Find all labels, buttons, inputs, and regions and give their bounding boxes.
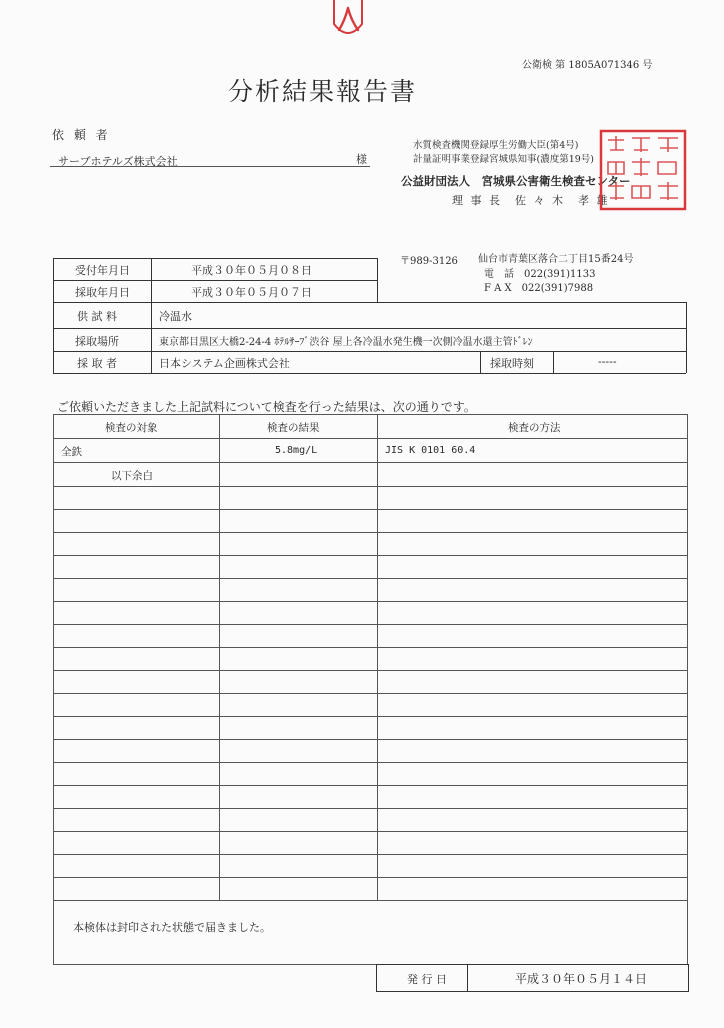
registration-line-1: 水質検査機関登録厚生労働大臣(第4号)	[413, 140, 579, 151]
sample-label: 供 試 料	[77, 310, 117, 323]
registration-line-2: 計量証明事業登録宮城県知事(濃度第19号)	[413, 154, 595, 165]
location-label: 採取場所	[75, 335, 119, 348]
top-seal-stamp	[331, 0, 365, 40]
document-number: 公衛検 第 1805A071346 号	[522, 60, 653, 71]
received-date-value: 平成３０年０５月０８日	[191, 264, 312, 277]
results-table	[53, 414, 687, 964]
requester-name: サーブホテルズ株式会社	[58, 155, 178, 168]
collected-date-value: 平成３０年０５月０７日	[191, 286, 312, 299]
issuer-fax: F A X 022(391)7988	[484, 283, 594, 294]
received-date-label: 受付年月日	[75, 264, 130, 277]
official-seal-stamp	[598, 128, 688, 212]
row-2-target: 以下余白	[111, 470, 153, 482]
sample-value: 冷温水	[159, 310, 192, 323]
issuer-director: 理 事 長 佐 々 木 孝 雄	[452, 194, 610, 207]
row-1-method: JIS K 0101 60.4	[385, 445, 476, 456]
issuer-address: 仙台市青葉区落合二丁目15番24号	[478, 254, 634, 265]
col-header-result: 検査の結果	[267, 422, 320, 434]
issue-date-label: 発 行 日	[407, 973, 447, 986]
collection-time-label: 採取時刻	[490, 357, 534, 370]
requester-underline	[50, 166, 370, 167]
results-intro: ご依頼いただきました上記試料について検査を行った結果は、次の通りです。	[57, 400, 476, 414]
location-value: 東京都目黒区大橋2-24-4 ﾎﾃﾙｻｰﾌﾞ渋谷 屋上各冷温水発生機一次側冷温水還主管ﾄﾞﾚﾝ	[159, 337, 533, 348]
sample-info-table	[53, 258, 686, 373]
honorific: 様	[356, 153, 367, 166]
col-header-target: 検査の対象	[105, 422, 158, 434]
col-header-method: 検査の方法	[508, 422, 561, 434]
row-1-result: 5.8mg/L	[275, 445, 318, 456]
collector-label: 採 取 者	[77, 357, 117, 370]
postal-code: 〒989-3126	[400, 256, 458, 267]
document-title: 分析結果報告書	[228, 77, 418, 106]
collected-date-label: 採取年月日	[75, 286, 130, 299]
collection-time-value: -----	[598, 355, 617, 368]
row-1-target: 全鉄	[61, 446, 82, 458]
collector-value: 日本システム企画株式会社	[159, 357, 290, 370]
issuer-organization: 公益財団法人 宮城県公害衛生検査センター	[401, 174, 631, 188]
issue-date-value: 平成３０年０５月１４日	[515, 972, 648, 986]
requester-label: 依 頼 者	[52, 128, 111, 142]
issue-date-box	[376, 964, 689, 992]
issuer-phone: 電 話 022(391)1133	[484, 269, 596, 280]
sealed-note: 本検体は封印された状態で届きました。	[73, 921, 271, 934]
